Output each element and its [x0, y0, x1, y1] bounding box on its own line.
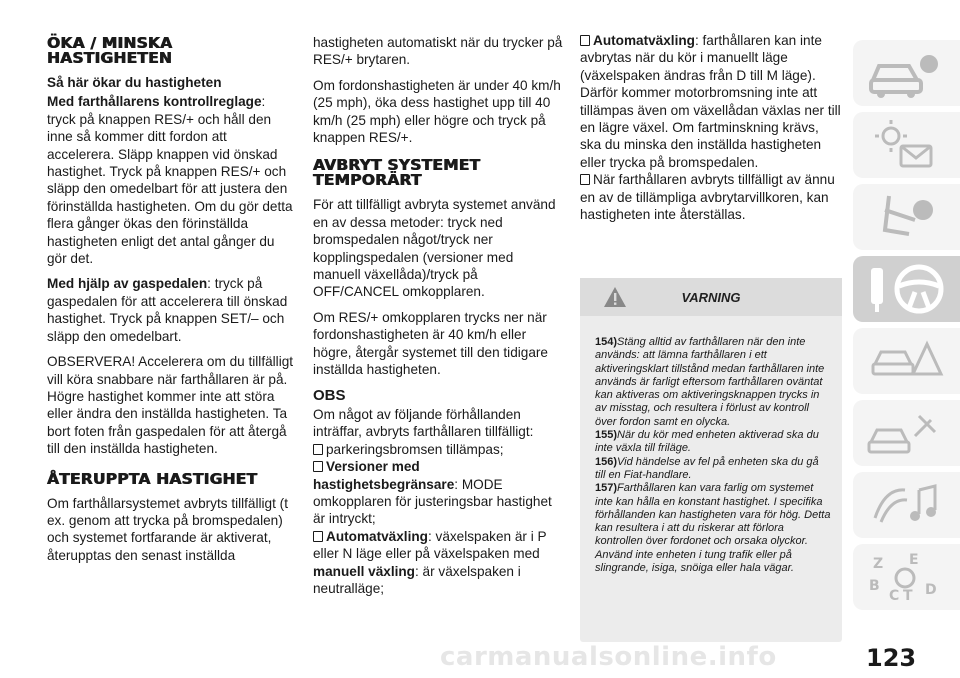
list-item: [580, 32, 842, 171]
bold-label: Versioner med hastighetsbegränsare: [313, 459, 455, 492]
warning-item: [595, 456, 832, 483]
list-item-text: : växelspaken är i P eller N läge eller på växelspaken med: [313, 528, 547, 562]
paragraph: Om farthållarsystemet avbryts tillfälligt (t ex. genom att trycka på bromspedalen) och systemet fortfarande är aktiverat, återupptas den senast inställda: [47, 495, 288, 563]
column-left: [47, 36, 297, 572]
index-icon[interactable]: [853, 544, 960, 610]
list-item-text: När farthållaren avbryts tillfälligt av ännu en av de tillämpliga avbrytarvillkoren, kan hastigheten inte återställas.: [580, 172, 835, 223]
warning-number: 155): [595, 429, 618, 442]
warning-box: [580, 278, 842, 642]
multimedia-icon[interactable]: [853, 472, 960, 538]
warning-number: 156): [595, 455, 618, 468]
paragraph-text: : tryck på knappen RES/+ och håll den inne så kommer ditt fordon att accelerera. Släpp knappen vid önskad hastighet. Tryck på knappen RES/+ och släpp den omedelbart för att justera den förinställda hastigheten. Om du gör detta flera gånger ökas den förinställda hastigheten enligt det antal gånger du gör det.: [47, 94, 293, 267]
paragraph: OBSERVERA! Accelerera om du tillfälligt vill köra snabbare när farthållaren är på. Högre hastighet kommer inte att störa eller ändra den inställda hastigheten. Ta bort foten från gaspedalen för att återgå till den inställda hastigheten.: [47, 354, 294, 457]
list-item-text: : farthållaren kan inte avbrytas när du kör i manuellt läge (växelspaken ändras från D till M läge). Därför kommer motorbromsning inte att tillämpas även om växellådan växlas ner till en lägre växel. Om fartminskning krävs, ska du minska den inställda hastigheten eller trycka på bromspedalen.: [580, 33, 841, 170]
warning-lights-icon[interactable]: [853, 112, 960, 178]
bullet-box-icon: [313, 461, 323, 472]
bullet-box-icon: [580, 174, 590, 185]
heading-oka-minska: ÖKA / MINSKA HASTIGHETEN: [47, 34, 173, 67]
bullet-box-icon: [580, 35, 590, 46]
warning-number: 154): [595, 336, 618, 348]
paragraph: [47, 93, 297, 267]
warning-item: [595, 336, 832, 429]
list-item-text: : MODE omkopplaren för justeringsbar hastighet är intryckt;: [313, 476, 552, 527]
warning-text: Farthållaren kan vara farlig om systemet inte kan hålla en konstant hastighet. I specifika förhållanden kan hastigheten vara för hög. Detta kan resultera i att du riskerar att förlora kontrollen över fordonet och orsaka olyckor. Använd inte enheten i tung trafik eller på slingrande, isiga, snöiga eller hala vägar.: [595, 482, 831, 575]
bold-label: Med farthållarens kontrollreglage: [47, 94, 262, 110]
warning-text: Stäng alltid av farthållaren när den inte används: att lämna farthållaren i ett aktiveringsklart tillstånd medan farthållaren inte används är farligt eftersom farthållaren oväntat kan aktiveras om aktiveringsknappen trycks in av misstag, och resultera i förlust av kontroll över fordon samt en olycka.: [595, 336, 825, 428]
paragraph: [47, 275, 297, 345]
bullet-box-icon: [313, 444, 323, 455]
warning-text: När du kör med enheten aktiverad ska du inte växla till friläge.: [595, 429, 819, 455]
warning-body: [580, 316, 842, 575]
column-right: [580, 32, 842, 223]
paragraph: Om något av följande förhållanden inträffar, avbryts farthållaren tillfälligt:: [313, 406, 534, 440]
page-number: 123: [866, 644, 917, 672]
car-service-icon[interactable]: [853, 400, 960, 466]
chapter-sidebar: [853, 40, 960, 620]
subheading-oka: Så här ökar du hastigheten: [47, 75, 222, 90]
svg-text:E: E: [909, 552, 919, 568]
heading-ateruppta: ÅTERUPPTA HASTIGHET: [47, 469, 258, 488]
bold-label: manuell växling: [313, 563, 415, 579]
warning-text: Vid händelse av fel på enheten ska du gå till en Fiat-handlare.: [595, 455, 819, 481]
car-info-icon[interactable]: [853, 40, 960, 106]
seat-safety-icon[interactable]: [853, 184, 960, 250]
heading-avbryt: AVBRYT SYSTEMET TEMPORÄRT: [313, 156, 481, 190]
list-item-text: : är växelspaken i neutralläge;: [313, 563, 521, 596]
paragraph: hastigheten automatiskt när du trycker på RES/+ brytaren.: [313, 35, 563, 68]
list-item: [313, 528, 563, 598]
svg-text:T: T: [903, 588, 913, 604]
bold-label: Automatväxling: [326, 528, 428, 544]
list-item: [580, 171, 842, 223]
paragraph-text: : tryck på gaspedalen för att accelerera till önskad hastighet. Tryck på knappen SET/– och släpp den omedelbart.: [47, 276, 288, 344]
warning-number: 157): [595, 482, 618, 495]
steering-key-icon[interactable]: [853, 256, 960, 322]
watermark: carmanualsonline.info: [440, 642, 777, 672]
bold-label: Automatväxling: [593, 33, 695, 48]
bold-label: Med hjälp av gaspedalen: [47, 276, 208, 292]
obs-title: OBS: [313, 386, 346, 404]
car-warning-icon[interactable]: [853, 328, 960, 394]
paragraph: För att tillfälligt avbryta systemet använd en av dessa metoder: tryck ned bromspedalen något/tryck ner kopplingspedalen (versioner med manuell växellåda)/tryck på OFF/CANCEL omkopplaren.: [313, 197, 556, 300]
warning-item: [595, 482, 832, 575]
list-item-text: parkeringsbromsen tillämpas;: [326, 441, 504, 457]
list-item: [313, 441, 563, 458]
svg-text:Z: Z: [873, 556, 884, 572]
list-item: [313, 458, 563, 528]
column-middle: [313, 34, 563, 597]
bullet-box-icon: [313, 531, 323, 542]
paragraph: Om RES/+ omkopplaren trycks ner när fordonshastigheten är 40 km/h eller högre, återgår systemet till den tidigare inställda hastigheten.: [313, 309, 548, 378]
paragraph: Om fordonshastigheten är under 40 km/h (25 mph), öka dess hastighet upp till 40 km/h (25 mph) eller högre och tryck på knappen RES/+.: [313, 77, 561, 146]
warning-header: [580, 278, 842, 316]
svg-text:C: C: [889, 588, 900, 604]
warning-item: [595, 429, 832, 456]
svg-text:D: D: [925, 582, 937, 598]
warning-title: VARNING: [681, 290, 741, 305]
svg-text:B: B: [869, 578, 880, 594]
